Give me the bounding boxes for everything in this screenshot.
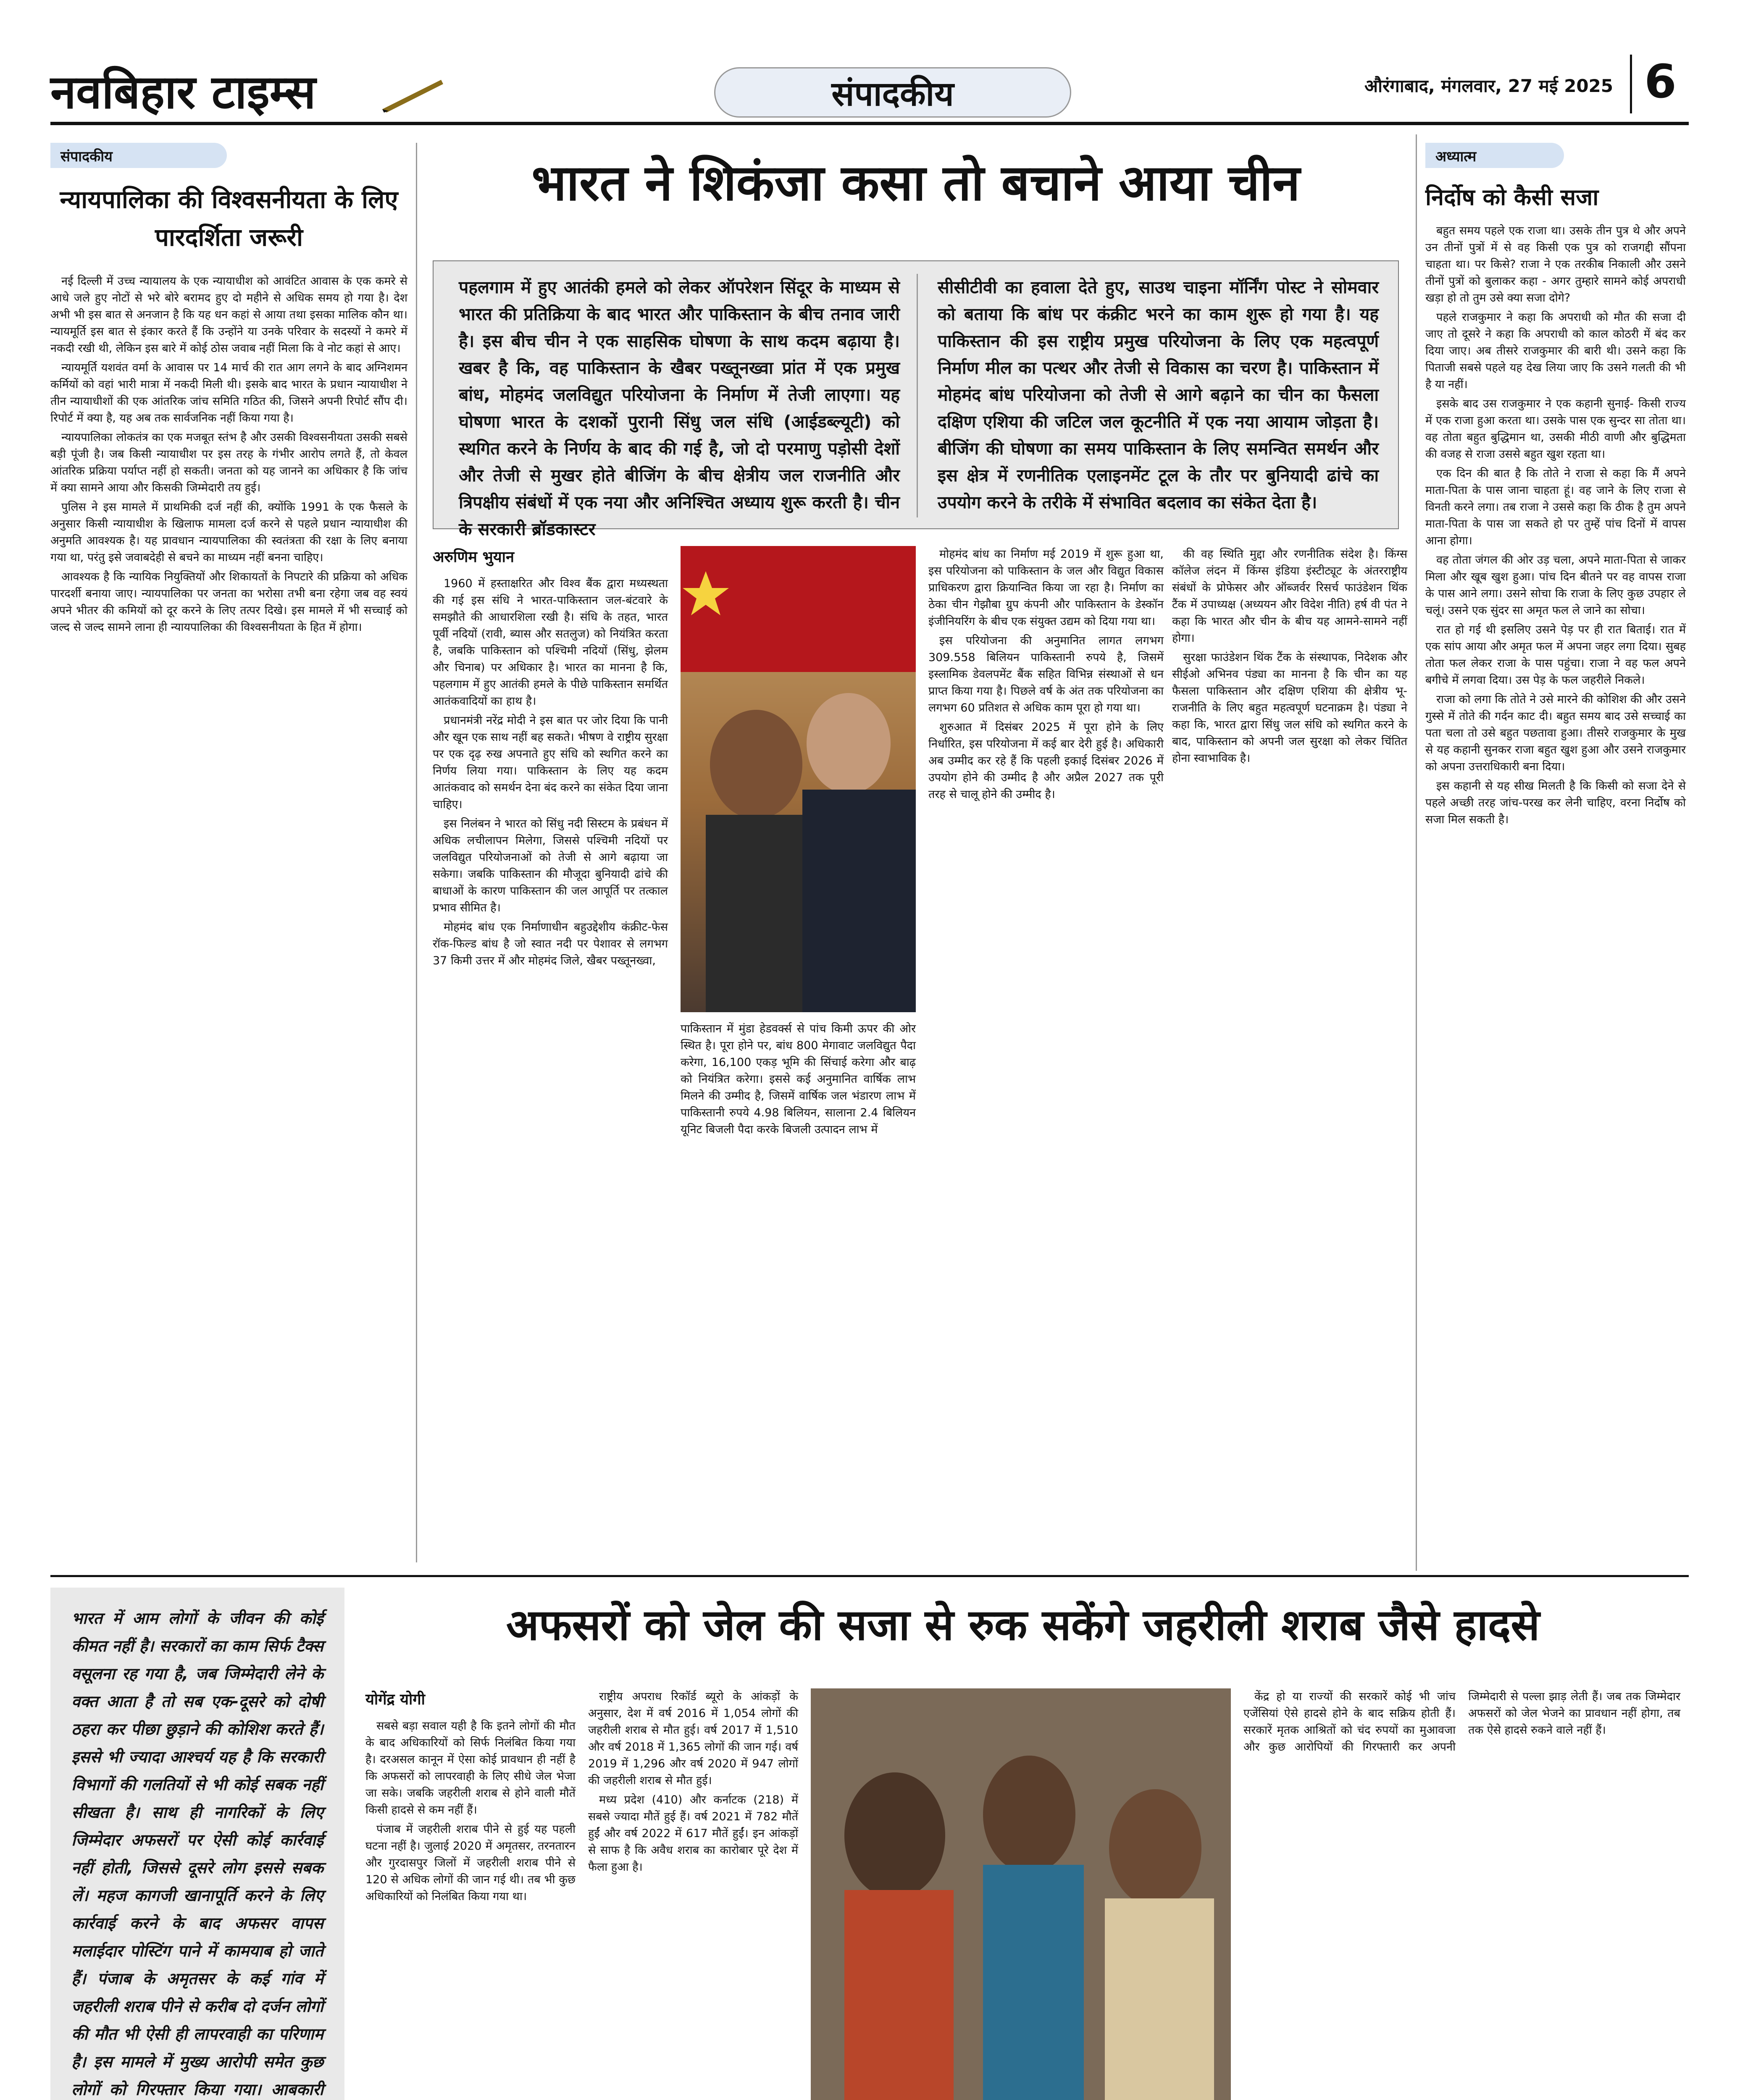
- adhyatma-paragraph: वह तोता जंगल की ओर उड़ चला, अपने माता-पिता से जाकर मिला और खूब खुश हुआ। पांच दिन बीतने पर वह वापस राजा के पास आने लगा। उसने सोचा कि राजा के लिए कुछ उपहार ले चलूं। उसने एक सुंदर सा अमृत फल ले जाने का सोचा।: [1425, 554, 1686, 617]
- adhyatma-paragraph: एक दिन की बात है कि तोते ने राजा से कहा कि मैं अपने माता-पिता के पास जाना चाहता हूं। वह जाने के लिए राजा से विनती करने लगा। तब राजा ने उससे कहा कि ठीक है तुम अपने माता-पिता के पास जा सकते हो पर तुम्हें पांच दिनों में वापस आना होगा।: [1425, 467, 1686, 547]
- lower-sidebar-text: भारत में आम लोगों के जीवन की कोई कीमत नहीं है। सरकारों का काम सिर्फ टैक्स वसूलना रह गया है, जब जिम्मेदारी लेने के वक्त आता है तो सब एक-दूसरे को दोषी ठहरा कर पीछा छुड़ाने की कोशिश करते हैं। इससे भी ज्यादा आश्चर्य यह है कि सरकारी विभागों की गलतियों से भी कोई सबक नहीं सीखता है। साथ ही नागरिकों के लिए जिम्मेदार अफसरों पर ऐसी कोई कार्रवाई नहीं होती, जिससे दूसरे लोग इससे सबक लें। महज कागजी खानापूर्ति करने के लिए कार्रवाई करने के बाद अफसर वापस मलाईदार पोस्टिंग पाने में कामयाब हो जाते हैं। पंजाब के अमृतसर के कई गांव में जहरीली शराब पीने से करीब दो दर्जन लोगों की मौत भी ऐसी ही लापरवाही का परिणाम है। इस मामले में मुख्य आरोपी समेत कुछ लोगों को गिरफ्तार किया गया। आबकारी: [71, 1609, 323, 2099]
- lead-story: [424, 134, 1407, 1571]
- section-title: संपादकीय: [831, 74, 954, 113]
- masthead-rule: [50, 122, 1689, 125]
- adhyatma-paragraph: राजा को लगा कि तोते ने उसे मारने की कोशिश की और उसने गुस्से में तोते की गर्दन काट दी। बहुत समय बाद उसे सच्चाई का पता चला तो उसे बहुत पछतावा हुआ। तीसरे राजकुमार के मुख से यह कहानी सुनकर राजा बहुत खुश हुआ और उसने राजकुमार को अपना उत्तराधिकारी बना दिया।: [1425, 693, 1686, 773]
- second-paragraph: केंद्र हो या राज्यों की सरकारें कोई भी जांच एजेंसियां ऐसे हादसे होने के बाद सक्रिय होती हैं। सरकारें मृतक आश्रितों को चंद रुपयों का मुआवजा और कुछ आरोपियों की गिरफ्तारी कर अपनी जिम्मेदारी से पल्ला झाड़ लेती हैं। जब तक जिम्मेदार अफसरों को जेल भेजने का प्रावधान नहीं होगा, तब तक ऐसे हादसे रुकने वाले नहीं हैं।: [1243, 1690, 1680, 1754]
- editorial-column: [50, 134, 407, 1571]
- adhyatma-body: [1425, 223, 1686, 1567]
- second-byline: योगेंद्र योगी: [365, 1691, 425, 1708]
- lead-byline: अरुणिम भुयान: [433, 549, 514, 566]
- second-body-col5: [1243, 1688, 1680, 2100]
- adhyatma-paragraph: इस कहानी से यह सीख मिलती है कि किसी को सजा देने से पहले अच्छी तरह जांच-परख कर लेनी चाहिए, वरना निर्दोष को सजा मिल सकती है।: [1425, 780, 1686, 826]
- adhyatma-headline: निर्दोष को कैसी सजा: [1425, 184, 1599, 210]
- pen-icon: [378, 76, 445, 113]
- section-tag: संपादकीय: [50, 143, 227, 168]
- lead-paragraph: प्रधानमंत्री नरेंद्र मोदी ने इस बात पर जोर दिया कि पानी और खून एक साथ नहीं बह सकते। भीषण वे राष्ट्रीय सुरक्षा पर एक दृढ़ रुख अपनाते हुए संधि को स्थगित करने का निर्णय लिया गया। पाकिस्तान के लिए यह कदम आतंकवाद को समर्थन देना बंद करने का संकेत दिया जाना चाहिए।: [433, 714, 668, 811]
- lead-paragraph: इस निलंबन ने भारत को सिंधु नदी सिस्टम के प्रबंधन में अधिक लचीलापन मिलेगा, जिससे पश्चिमी नदियों पर जलविद्युत परियोजनाओं को तेजी से आगे बढ़ाया जा सकेगा। जबकि पाकिस्तान की मौजूदा बुनियादी ढांचे की बाधाओं के कारण पाकिस्तान की जल आपूर्ति पर तत्काल प्रभाव सीमित है।: [433, 817, 668, 914]
- lead-photo: [681, 546, 916, 1012]
- second-paragraph: मध्य प्रदेश (410) और कर्नाटक (218) में सबसे ज्यादा मौतें हुई हैं। वर्ष 2021 में 782 मौतें हुईं और वर्ष 2022 में 617 मौतें हुईं। इन आंकड़ों से साफ है कि अवैध शराब का कारोबार पूरे देश में फैला हुआ है।: [588, 1793, 798, 1874]
- second-photo: [811, 1688, 1231, 2100]
- section-banner: [714, 67, 1071, 118]
- lead-intro-right: सीसीटीवी का हवाला देते हुए, साउथ चाइना मॉर्निंग पोस्ट ने सोमवार को बताया कि बांध पर कंक्रीट भरने का काम शुरू हो गया है। यह पाकिस्तान की इस राष्ट्रीय प्रमुख परियोजना के लिए एक महत्वपूर्ण निर्माण मील का पत्थर और तेजी से विकास का चरण है। पाकिस्तान में मोहमंद बांध परियोजना को तेजी से आगे बढ़ाने का चीन का फैसला दक्षिण एशिया की जटिल जल कूटनीति में एक नया आयाम जोड़ता है। बीजिंग की घोषणा का समय पाकिस्तान के लिए समन्वित समर्थन और इस क्षेत्र में रणनीतिक एलाइनमेंट टूल के तौर पर बुनियादी ढांचे का उपयोग करने के तरीके में संभावित बदलाव का संकेत देता है।: [938, 277, 1379, 512]
- dateline: औरंगाबाद, मंगलवार, 27 मई 2025: [1364, 76, 1613, 96]
- second-body-col2: [588, 1688, 798, 2100]
- second-story: [357, 1588, 1689, 2100]
- lead-paragraph: मोहमंद बांध एक निर्माणाधीन बहुउद्देशीय कंक्रीट-फेस रॉक-फिल्ड बांध है जो स्वात नदी पर पेशावर से लगभग 37 किमी उत्तर में और मोहमंद जिले, खैबर पख्तूनख्वा,: [433, 921, 668, 967]
- second-paragraph: सबसे बड़ा सवाल यही है कि इतने लोगों की मौत के बाद अधिकारियों को सिर्फ निलंबित किया गया है। दरअसल कानून में ऐसा कोई प्रावधान ही नहीं है कि अफसरों को लापरवाही के लिए सीधे जेल भेजा जा सके। जबकि जहरीली शराब से होने वाली मौतें किसी हादसे से कम नहीं हैं।: [365, 1719, 576, 1816]
- section-rule: [50, 1575, 1689, 1577]
- lead-body-col4: [1172, 546, 1407, 1558]
- editorial-paragraph: पुलिस ने इस मामले में प्राथमिकी दर्ज नहीं की, क्योंकि 1991 के एक फैसले के अनुसार किसी न्यायाधीश के खिलाफ मामला दर्ज करने से पहले प्रधान न्यायाधीश की अनुमति आवश्यक है। यह प्रावधान न्यायपालिका की स्वतंत्रता की रक्षा के लिए बनाया गया था, परंतु इसे जवाबदेही से बचने का माध्यम नहीं बनना चाहिए।: [50, 501, 407, 564]
- lead-paragraph: इस परियोजना की अनुमानित लागत लगभग 309.558 बिलियन पाकिस्तानी रुपये है, जिसमें इस्लामिक डेवलपमेंट बैंक सहित विभिन्न संस्थाओं से धन प्राप्त किया गया है। पिछले वर्ष के अंत तक परियोजना का लगभग 60 प्रतिशत से अधिक काम पूरा हो गया था।: [928, 634, 1164, 714]
- second-headline: अफसरों को जेल की सजा से रुक सकेंगे जहरीली शराब जैसे हादसे: [506, 1600, 1540, 1650]
- lead-body-col3: [928, 546, 1164, 1558]
- lead-paragraph: मोहमंद बांध का निर्माण मई 2019 में शुरू हुआ था, इस परियोजना को पाकिस्तान के जल और विद्युत विकास प्राधिकरण द्वारा क्रियान्वित किया जा रहा है। निर्माण का ठेका चीन गेझौबा ग्रुप कंपनी और पाकिस्तान के डेस्कॉन इंजीनियरिंग के बीच एक संयुक्त उद्यम को दिया गया था।: [928, 548, 1164, 628]
- editorial-paragraph: न्यायमूर्ति यशवंत वर्मा के आवास पर 14 मार्च की रात आग लगने के बाद अग्निशमन कर्मियों को वहां भारी मात्रा में नकदी मिली थी। इसके बाद भारत के प्रधान न्यायाधीश ने तीन न्यायाधीशों की एक आंतरिक जांच समिति गठित की, जिसने अपनी रिपोर्ट सौंप दी। रिपोर्ट में क्या है, यह अब तक सार्वजनिक नहीं किया गया है।: [50, 361, 407, 425]
- adhyatma-paragraph: रात हो गई थी इसलिए उसने पेड़ पर ही रात बिताई। रात में एक सांप आया और अमृत फल में अपना जहर लगा दिया। सुबह तोता फल लेकर राजा के पास पहुंचा। राजा ने वह फल अपने बगीचे में लगवा दिया। उस पेड़ के फल जहरीले निकले।: [1425, 623, 1686, 687]
- lead-photo-caption: पाकिस्तान में मुंडा हेडवर्क्स से पांच किमी ऊपर की ओर स्थित है। पूरा होने पर, बांध 800 मेगावाट जलविद्युत पैदा करेगा, 16,100 एकड़ भूमि की सिंचाई करेगा और बाढ़ को नियंत्रित करेगा। इससे कई अनुमानित वार्षिक लाभ मिलने की उम्मीद है, जिसमें वार्षिक जल भंडारण लाभ में पाकिस्तानी रुपये 4.98 बिलियन, सालाना 2.4 बिलियन यूनिट बिजली पैदा करके बिजली उत्पादन लाभ में: [681, 1022, 916, 1136]
- brand-logo: नवबिहार टाइम्स: [50, 65, 316, 119]
- lead-headline: भारत ने शिकंजा कसा तो बचाने आया चीन: [531, 154, 1300, 212]
- editorial-headline: न्यायपालिका की विश्वसनीयता के लिए पारदर्शिता जरूरी: [60, 185, 398, 252]
- editorial-paragraph: न्यायपालिका लोकतंत्र का एक मजबूत स्तंभ है और उसकी विश्वसनीयता उसकी सबसे बड़ी पूंजी है। जब किसी न्यायाधीश पर इस तरह के गंभीर आरोप लगते हैं, तो केवल आंतरिक प्रक्रिया पर्याप्त नहीं हो सकती। जनता को यह जानने का अधिकार है कि जांच में क्या सामने आया और किसकी जिम्मेदारी तय हुई।: [50, 431, 407, 494]
- column-divider: [416, 143, 417, 1562]
- lower-sidebar: [50, 1588, 344, 2100]
- lead-intro-box: [433, 260, 1399, 539]
- lead-paragraph: सुरक्षा फाउंडेशन थिंक टैंक के संस्थापक, निदेशक और सीईओ अभिनव पंड्या का मानना है कि चीन का यह फैसला पाकिस्तान और दक्षिण एशिया की क्षेत्रीय भू-राजनीति के लिए बहुत महत्वपूर्ण घटनाक्रम है। पंड्या ने कहा कि, भारत द्वारा सिंधु जल संधि को स्थगित करने के बाद, पाकिस्तान को अपनी जल सुरक्षा को लेकर चिंतित होना स्वाभाविक है।: [1172, 651, 1407, 765]
- lead-paragraph: 1960 में हस्ताक्षरित और विश्व बैंक द्वारा मध्यस्थता की गई इस संधि ने भारत-पाकिस्तान जल-बंटवारे के समझौते की आधारशिला रखी है। संधि के तहत, भारत पूर्वी नदियों (रावी, ब्यास और सतलुज) को नियंत्रित करता है, जबकि पाकिस्तान को पश्चिमी नदियों (सिंधु, झेलम और चिनाब) पर अधिकार है। भारत का मानना है कि, पहलगाम में हुए आतंकी हमले के पीछे पाकिस्तान समर्थित आतंकवादियों का हाथ है।: [433, 577, 668, 708]
- lead-body-col1: [433, 575, 668, 1558]
- lead-paragraph: की वह स्थिति मुद्दा और रणनीतिक संदेश है। किंग्स कॉलेज लंदन में किंग्स इंडिया इंस्टीट्यूट के अंतरराष्ट्रीय संबंधों के प्रोफेसर और ऑब्जर्वर रिसर्च फाउंडेशन थिंक टैंक में उपाध्यक्ष (अध्ययन और विदेश नीति) हर्ष वी पंत ने कहा कि भारत और चीन के बीच यह आमने-सामने नहीं होगा।: [1172, 548, 1407, 645]
- editorial-paragraph: आवश्यक है कि न्यायिक नियुक्तियों और शिकायतों के निपटारे की प्रक्रिया को अधिक पारदर्शी बनाया जाए। न्यायपालिका पर जनता का भरोसा तभी बना रहेगा जब वह स्वयं अपने भीतर की कमियों को दूर करने के लिए तत्पर दिखे। इस मामले में भी सच्चाई को जल्द से जल्द सामने लाना ही न्यायपालिका की विश्वसनीयता के हित में होगा।: [50, 570, 407, 634]
- adhyatma-tag: अध्यात्म: [1425, 143, 1564, 168]
- page-number: 6: [1630, 55, 1689, 113]
- adhyatma-column: [1416, 134, 1689, 1571]
- intro-divider: [917, 274, 918, 517]
- masthead: [50, 50, 1689, 126]
- adhyatma-paragraph: बहुत समय पहले एक राजा था। उसके तीन पुत्र थे और अपने उन तीनों पुत्रों में से वह किसी एक पुत्र को राजगद्दी सौंपना चाहता था। पर किसे? राजा ने एक तरकीब निकाली और उसने तीनों पुत्रों को बुलाकर कहा - अगर तुम्हारे सामने कोई अपराधी खड़ा हो तो तुम उसे क्या सजा दोगे?: [1425, 224, 1686, 304]
- editorial-body: [50, 273, 407, 1567]
- adhyatma-paragraph: पहले राजकुमार ने कहा कि अपराधी को मौत की सजा दी जाए तो दूसरे ने कहा कि अपराधी को काल कोठरी में बंद कर दिया जाए। अब तीसरे राजकुमार की बारी थी। उसने कहा कि पिताजी सबसे पहले यह देख लिया जाए कि उसने गलती की भी है या नहीं।: [1425, 311, 1686, 391]
- second-paragraph: पंजाब में जहरीली शराब पीने से हुई यह पहली घटना नहीं है। जुलाई 2020 में अमृतसर, तरनतारन और गुरदासपुर जिलों में जहरीली शराब पीने से 120 से अधिक लोगों की जान गई थी। तब भी कुछ अधिकारियों को निलंबित किया गया था।: [365, 1823, 576, 1903]
- lead-paragraph: शुरुआत में दिसंबर 2025 में पूरा होने के लिए निर्धारित, इस परियोजना में कई बार देरी हुई है। अधिकारी अब उम्मीद कर रहे हैं कि पहली इकाई दिसंबर 2026 में उपयोग होने की उम्मीद है और अप्रैल 2027 तक पूरी तरह से चालू होने की उम्मीद है।: [928, 721, 1164, 801]
- adhyatma-paragraph: इसके बाद उस राजकुमार ने एक कहानी सुनाई- किसी राज्य में एक राजा हुआ करता था। उसके पास एक सुन्दर सा तोता था। वह तोता बहुत बुद्धिमान था, उसकी मीठी वाणी और बुद्धिमता की वजह से राजा उससे बहुत खुश रहता था।: [1425, 397, 1686, 461]
- editorial-paragraph: नई दिल्ली में उच्च न्यायालय के एक न्यायाधीश को आवंटित आवास के एक कमरे से आधे जले हुए नोटों से भरे बोरे बरामद हुए दो महीने से अधिक समय हो गया है। देश अभी भी इस बात से अनजान है कि यह धन कहां से आया तथा इसका मालिक कौन था। न्यायमूर्ति इस बात से इंकार करते हैं कि उन्होंने या उनके परिवार के सदस्यों ने कमरे में नकदी रखी थी, लेकिन इस बारे में कोई ठोस जवाब नहीं मिला कि वे नोट कहां से आए।: [50, 275, 407, 355]
- second-body-col1: [365, 1718, 576, 2100]
- second-paragraph: राष्ट्रीय अपराध रिकॉर्ड ब्यूरो के आंकड़ों के अनुसार, देश में वर्ष 2016 में 1,054 लोगों की जहरीली शराब से मौत हुई। वर्ष 2017 में 1,510 और वर्ष 2018 में 1,365 लोगों की जान गई। वर्ष 2019 में 1,296 और वर्ष 2020 में 947 लोगों की जहरीली शराब से मौत हुई।: [588, 1690, 798, 1787]
- lead-intro-left: पहलगाम में हुए आतंकी हमले को लेकर ऑपरेशन सिंदूर के माध्यम से भारत की प्रतिक्रिया के बाद भारत और पाकिस्तान के बीच तनाव जारी है। इस बीच चीन ने एक साहसिक घोषणा के साथ कदम बढ़ाया है। खबर है कि, वह पाकिस्तान के खैबर पख्तूनख्वा प्रांत में एक प्रमुख बांध, मोहमंद जलविद्युत परियोजना के निर्माण में तेजी लाएगा। यह घोषणा भारत के दशकों पुरानी सिंधु जल संधि (आईडब्ल्यूटी) को स्थगित करने के निर्णय के बाद की गई है, जो दो परमाणु पड़ोसी देशों और तेजी से मुखर होते बीजिंग के बीच क्षेत्रीय जल राजनीति और त्रिपक्षीय संबंधों में एक नया और अनिश्चित अध्याय शुरू करती है। चीन के सरकारी ब्रॉडकास्टर: [459, 277, 900, 539]
